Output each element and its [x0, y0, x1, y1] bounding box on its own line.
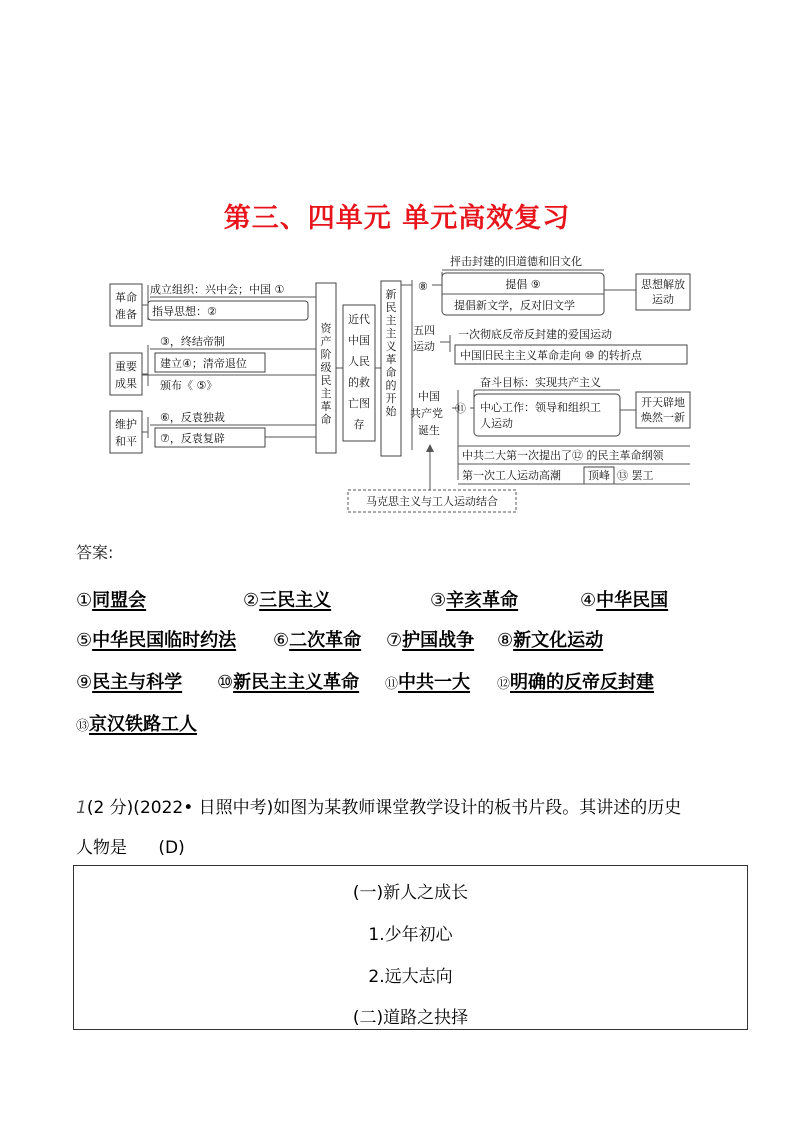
guide-text: 指导思想：② — [152, 305, 217, 318]
question-line-1 — [76, 793, 681, 818]
bourgeois-revolution-label-char: 资 — [320, 322, 332, 335]
answer-text: 同盟会 — [92, 590, 147, 611]
answer-item — [497, 626, 603, 652]
new-democracy-label-char: 的 — [385, 379, 397, 392]
center-work-text-2: 人运动 — [480, 417, 513, 430]
climax-text: 第一次工人运动高潮 — [462, 469, 561, 482]
answer-item — [76, 586, 146, 612]
org-text: 成立组织：兴中会；中国 ① — [150, 283, 285, 296]
answer-text: 三民主义 — [259, 590, 332, 611]
answer-text: 新文化运动 — [513, 630, 604, 651]
board-line-2: 1.少年初心 — [368, 925, 453, 945]
new-democracy-label-char: 革 — [385, 353, 397, 366]
answer-text: 中华民国临时约法 — [92, 630, 237, 651]
national-salvation-line: 亡图 — [348, 397, 370, 410]
answer-item — [76, 710, 197, 736]
answer-text: 中华民国 — [596, 590, 669, 611]
answer-number: ⑨ — [76, 672, 93, 693]
answer-number: ③ — [430, 590, 447, 611]
question-number: 1 — [76, 798, 87, 818]
new-world-text-1: 开天辟地 — [641, 396, 685, 409]
bourgeois-revolution-label-char: 级 — [320, 361, 332, 374]
answer-text: 二次革命 — [289, 630, 362, 651]
new-democracy-label-char: 开 — [385, 392, 397, 405]
anti-yuan-text: ⑥，反袁独裁 — [160, 411, 225, 424]
bourgeois-revolution-label-char: 命 — [320, 413, 332, 426]
knowledge-map — [0, 0, 794, 530]
national-salvation-line: 中国 — [348, 334, 370, 347]
left-label-box-result — [110, 353, 142, 395]
question-text-1: (2 分)(2022• 日照中考)如图为某教师课堂教学设计的板书片段。其讲述的历史 — [86, 798, 682, 818]
center-work-text-1: 中心工作：领导和组织工 — [480, 401, 601, 414]
party-birth-text-3: 诞生 — [418, 424, 440, 437]
board-line-4: (二)道路之抉择 — [352, 1008, 469, 1028]
left-label-prep-2: 准备 — [115, 308, 137, 321]
answer-item — [497, 668, 654, 694]
advocate9-text: 提倡 ⑨ — [505, 278, 541, 291]
answer-text: 辛亥革命 — [446, 590, 519, 611]
party-birth-text-2: 共产党 — [410, 407, 443, 420]
left-label-prep-1: 革命 — [115, 291, 137, 304]
liberation-text-1: 思想解放 — [641, 278, 685, 291]
new-democracy-label-char: 民 — [385, 301, 397, 314]
answer-item — [430, 586, 518, 612]
answer-item — [385, 668, 470, 694]
answer-text: 京汉铁路工人 — [89, 714, 198, 735]
page-title: 第三、四单元 单元高效复习 — [223, 203, 571, 234]
liberation-text-2: 运动 — [652, 293, 674, 306]
new-democracy-label-char: 始 — [385, 405, 397, 418]
answer-number: ⑪ — [385, 677, 399, 692]
answer-number: ⑬ — [76, 719, 90, 734]
national-salvation-line: 存 — [353, 418, 365, 431]
answer-number: ⑩ — [217, 672, 234, 693]
answer-text: 新民主主义革命 — [233, 672, 360, 693]
question-line-2 — [76, 833, 185, 858]
answer-number: ④ — [580, 590, 597, 611]
national-salvation-line: 的救 — [348, 376, 370, 389]
c11-text: ⑪ — [455, 402, 466, 415]
answer-text: 明确的反帝反封建 — [510, 672, 655, 693]
peak-text: 顶峰 — [588, 469, 610, 482]
new-lit-text: 提倡新文学，反对旧文学 — [454, 299, 575, 312]
patriotic-text: 一次彻底反帝反封建的爱国运动 — [458, 328, 612, 341]
answer-item — [273, 626, 361, 652]
may4-text-1: 五四 — [413, 324, 435, 337]
new-democracy-label-char: 主 — [385, 327, 397, 340]
bourgeois-revolution-label-char: 革 — [320, 400, 332, 413]
answer-text: 民主与科学 — [92, 672, 183, 693]
answer-text: 中共一大 — [398, 672, 471, 693]
question-text-2: 人物是 — [76, 838, 127, 858]
bourgeois-revolution-label-char: 阶 — [320, 348, 332, 361]
answer-number: ⑤ — [76, 630, 93, 651]
new-democracy-label-char: 命 — [385, 366, 397, 379]
answer-item — [217, 668, 359, 694]
c8-text: ⑧ — [418, 280, 428, 293]
may4-text-2: 运动 — [413, 340, 435, 353]
strike-text: ⑬ 罢工 — [617, 469, 654, 482]
answer-number: ⑧ — [497, 630, 514, 651]
left-label-box-prep — [110, 284, 142, 326]
second-congress-text: 中共二大第一次提出了⑫ 的民主革命纲领 — [462, 449, 664, 462]
left-label-box-peace — [110, 411, 142, 453]
bourgeois-revolution-label-char: 主 — [320, 387, 332, 400]
answer-number: ② — [243, 590, 260, 611]
answer-text: 护国战争 — [402, 630, 475, 651]
party-birth-text-1: 中国 — [418, 390, 440, 403]
answer-item — [76, 626, 236, 652]
new-world-text-2: 焕然一新 — [641, 411, 685, 424]
answer-item — [580, 586, 668, 612]
new-democracy-label-char: 义 — [385, 340, 397, 353]
new-democracy-label-char: 主 — [385, 314, 397, 327]
answers-label: 答案: — [76, 543, 114, 562]
answer-number: ⑥ — [273, 630, 290, 651]
attack-old-text: 抨击封建的旧道德和旧文化 — [450, 255, 582, 268]
answer-number: ⑫ — [497, 677, 511, 692]
issue-text: 颁布《 ⑤》 — [160, 379, 218, 392]
board-box — [73, 865, 748, 1030]
end-rule-text: ③，终结帝制 — [160, 335, 225, 348]
bourgeois-revolution-label-char: 产 — [320, 335, 332, 348]
board-line-3: 2.远大志向 — [368, 967, 453, 987]
answer-item — [243, 586, 331, 612]
answer-item — [76, 668, 182, 694]
question-answer: (D) — [158, 838, 185, 858]
national-salvation-line: 人民 — [348, 355, 370, 368]
bourgeois-revolution-label-char: 民 — [320, 374, 332, 387]
new-democracy-label-char: 新 — [385, 288, 397, 301]
left-label-peace-2: 和平 — [115, 435, 137, 448]
found-text: 建立④；清帝退位 — [160, 357, 247, 370]
answer-number: ① — [76, 590, 93, 611]
marxism-text: 马克思主义与工人运动结合 — [366, 495, 498, 508]
left-label-result-1: 重要 — [115, 360, 137, 373]
left-label-result-2: 成果 — [115, 377, 137, 390]
turning-text: 中国旧民主主义革命走向 ⑩ 的转折点 — [460, 349, 642, 362]
anti-restore-text: ⑦，反袁复辟 — [160, 432, 225, 445]
answer-item — [386, 626, 474, 652]
goal-text: 奋斗目标：实现共产主义 — [480, 376, 601, 389]
board-line-1: (一)新人之成长 — [352, 883, 469, 903]
national-salvation-line: 近代 — [348, 313, 370, 326]
answer-number: ⑦ — [386, 630, 403, 651]
left-label-peace-1: 维护 — [115, 418, 137, 431]
